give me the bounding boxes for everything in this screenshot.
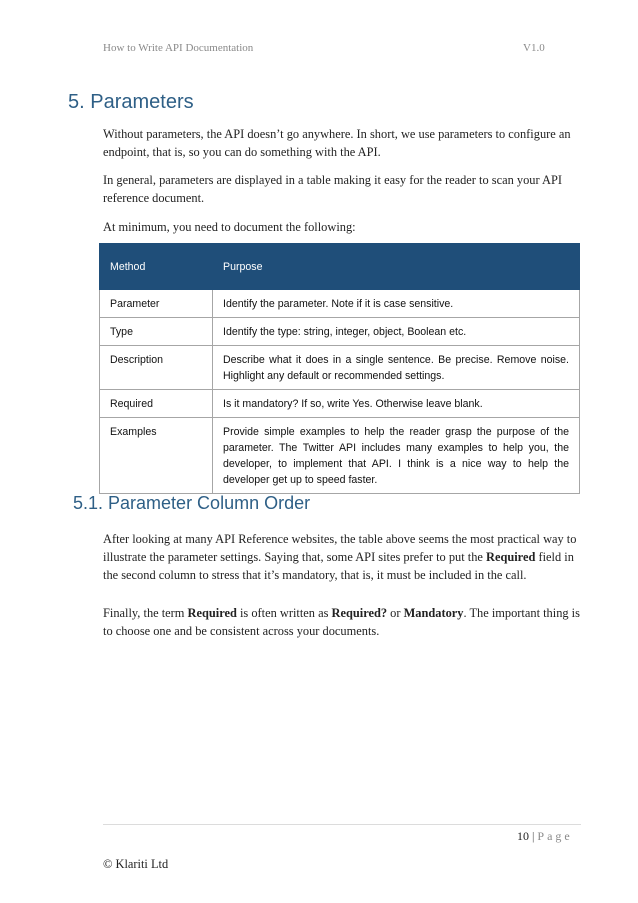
table-cell-method: Parameter bbox=[100, 290, 213, 318]
paragraph-text: After looking at many API Reference websites, the table above seems the most practical way to illustrate the parameter settings. Saying that, some API sites prefer to put the bbox=[103, 532, 577, 564]
table-row bbox=[100, 346, 580, 390]
section-paragraph-1: Without parameters, the API doesn’t go anywhere. In short, we use parameters to configure an endpoint, that is, so you can do something with the API. bbox=[103, 127, 571, 159]
section-paragraph-3: At minimum, you need to document the following: bbox=[103, 220, 356, 234]
subsection-paragraph-1 bbox=[103, 530, 581, 584]
paragraph-text: or bbox=[387, 606, 404, 620]
page-separator: | bbox=[532, 829, 535, 843]
paragraph-text: Finally, the term bbox=[103, 606, 188, 620]
page-label: Page bbox=[537, 829, 573, 843]
paragraph-text: is often written as bbox=[236, 606, 332, 620]
column-header-purpose: Purpose bbox=[213, 244, 580, 290]
bold-term-required-question: Required? bbox=[331, 606, 388, 620]
table-cell-purpose: Provide simple examples to help the reader grasp the purpose of the parameter. The Twitter API includes many examples to help you, the developer, to implement that API. I think is a nice way to help the developer get up to speed faster. bbox=[213, 418, 580, 494]
parameters-table bbox=[99, 243, 580, 494]
table-cell-purpose: Describe what it does in a single sentence. Be precise. Remove noise. Highlight any default or recommended settings. bbox=[213, 346, 580, 390]
subsection-paragraph-2 bbox=[103, 604, 581, 640]
paragraph-text: . The important thing is to choose one and be consistent across your documents. bbox=[103, 606, 580, 638]
table-row bbox=[100, 318, 580, 346]
bold-term-required: Required bbox=[187, 606, 237, 620]
table-cell-method: Required bbox=[100, 390, 213, 418]
table-cell-method: Type bbox=[100, 318, 213, 346]
page-number-footer bbox=[517, 829, 573, 844]
footer-divider bbox=[103, 824, 581, 825]
column-header-method: Method bbox=[100, 244, 213, 290]
table-header-row bbox=[100, 244, 580, 290]
paragraph-text: field in the second column to stress that it’s mandatory, that is, it must be included in the call. bbox=[103, 550, 574, 582]
table-cell-method: Description bbox=[100, 346, 213, 390]
running-header-version: V1.0 bbox=[523, 42, 545, 54]
table-row bbox=[100, 390, 580, 418]
section-heading: 5. Parameters bbox=[68, 91, 194, 113]
table-row bbox=[100, 290, 580, 318]
bold-term-mandatory: Mandatory bbox=[403, 606, 464, 620]
table-row bbox=[100, 418, 580, 494]
copyright-notice: © Klariti Ltd bbox=[103, 857, 169, 871]
section-paragraph-2: In general, parameters are displayed in a table making it easy for the reader to scan your API reference document. bbox=[103, 173, 562, 205]
running-header-title: How to Write API Documentation bbox=[103, 42, 254, 54]
table-cell-method: Examples bbox=[100, 418, 213, 494]
table-cell-purpose: Identify the parameter. Note if it is case sensitive. bbox=[213, 290, 580, 318]
table-cell-purpose: Is it mandatory? If so, write Yes. Otherwise leave blank. bbox=[213, 390, 580, 418]
table-cell-purpose: Identify the type: string, integer, object, Boolean etc. bbox=[213, 318, 580, 346]
page-number: 10 bbox=[517, 829, 529, 843]
subsection-heading: 5.1. Parameter Column Order bbox=[73, 493, 311, 513]
bold-term-required: Required bbox=[486, 550, 536, 564]
